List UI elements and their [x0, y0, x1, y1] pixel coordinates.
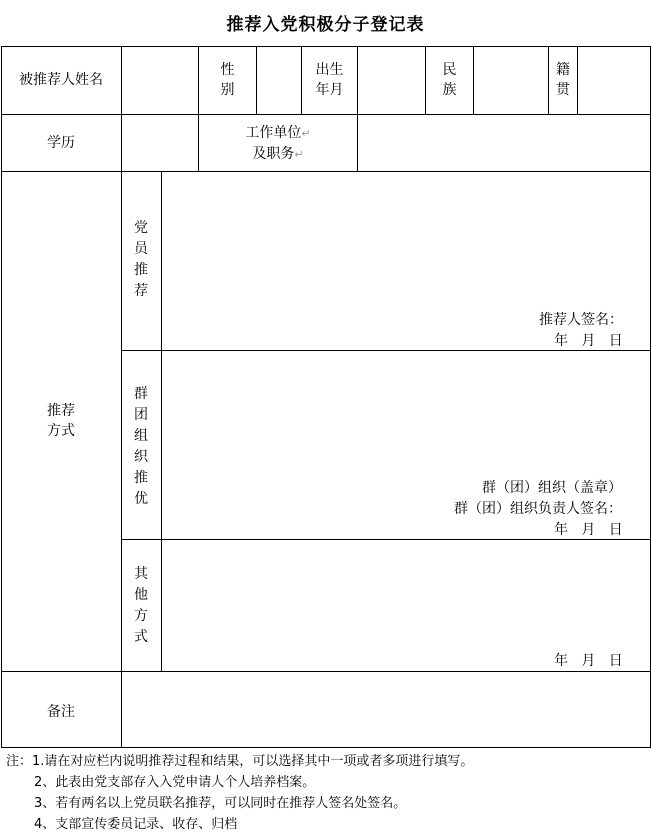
group-recommend-label: 群团组织推优: [134, 386, 148, 507]
education-label: 学历: [47, 135, 75, 151]
group-leader-signature-label: 群（团）组织负责人签名：: [454, 501, 622, 517]
ethnicity-field[interactable]: [474, 47, 548, 114]
name-label: 被推荐人姓名: [19, 72, 103, 88]
note-item: 2、此表由党支部存入入党申请人个人培养档案。: [34, 775, 316, 790]
party-recommend-label: 党员推荐: [134, 220, 148, 299]
birth-date-field[interactable]: [358, 47, 425, 114]
hometown-label: 籍 贯: [556, 62, 570, 98]
party-recommend-date: 年 月 日: [554, 333, 623, 349]
notes-section: [6, 751, 473, 835]
other-method-label: 其他方式: [134, 566, 148, 645]
group-recommend-date: 年 月 日: [554, 522, 623, 538]
form-title: 推荐入党积极分子登记表: [226, 15, 425, 35]
birth-date-label: 出生 年月: [315, 62, 344, 98]
work-unit-label: 工作单位↵ 及职务↵: [245, 125, 311, 162]
education-field[interactable]: [122, 115, 198, 171]
other-method-date: 年 月 日: [554, 653, 623, 669]
remarks-label: 备注: [47, 704, 75, 720]
registration-form-table: [1, 46, 651, 748]
gender-field[interactable]: [257, 47, 301, 114]
work-unit-field[interactable]: [358, 115, 650, 171]
gender-label: 性 别: [220, 62, 235, 98]
recommender-signature-label: 推荐人签名：: [539, 312, 623, 328]
note-item: 4、支部宣传委员记录、收存、归档: [34, 817, 238, 832]
group-seal-label: 群（团）组织（盖章）: [482, 480, 622, 496]
remarks-field[interactable]: [122, 672, 650, 747]
hometown-field[interactable]: [578, 47, 650, 114]
ethnicity-label: 民 族: [442, 62, 457, 98]
recommend-method-label: 推荐 方式: [47, 403, 75, 439]
note-item: 3、若有两名以上党员联名推荐，可以同时在推荐人签名处签名。: [34, 796, 407, 811]
note-item: 注：1.请在对应栏内说明推荐过程和结果，可以选择其中一项或者多项进行填写。: [6, 754, 474, 769]
name-field[interactable]: [122, 47, 198, 114]
